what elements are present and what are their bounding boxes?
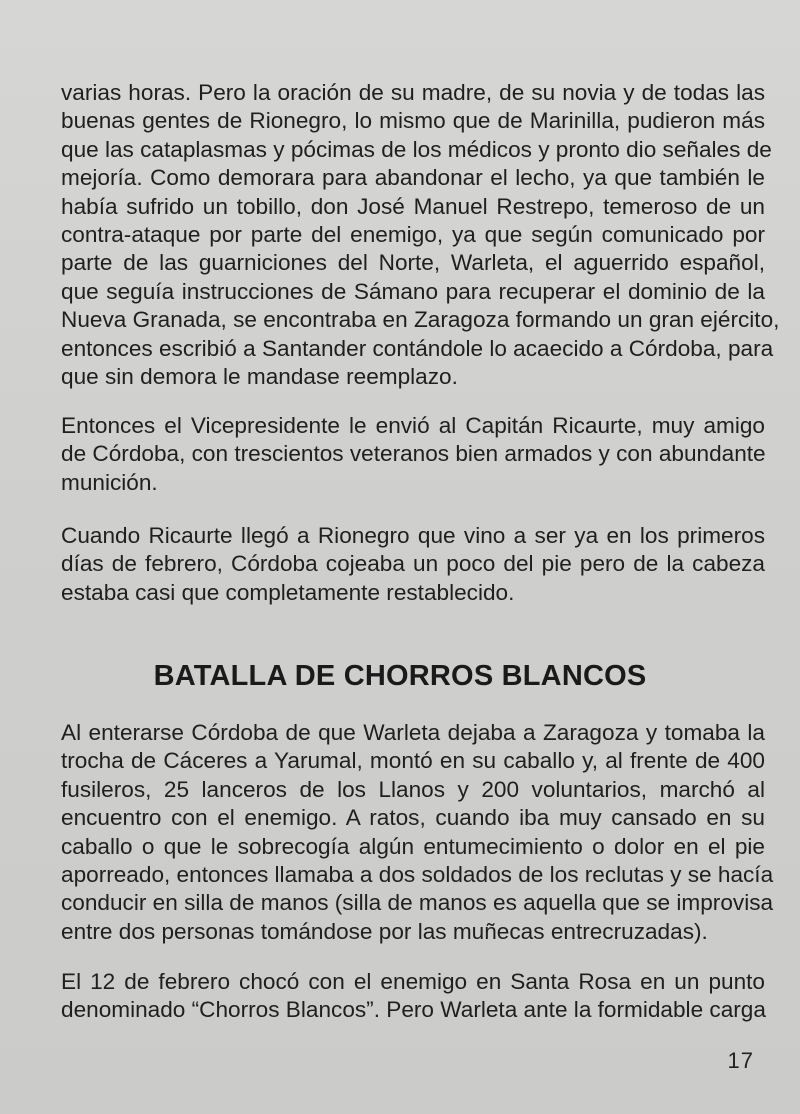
- text-line: entonces escribió a Santander contándole lo acaecido a Córdoba, para: [61, 335, 774, 361]
- text-line: El 12 de febrero chocó con el enemigo en Santa Rosa en un punto: [61, 969, 765, 994]
- paragraph-2: [61, 412, 765, 497]
- text-line: aporreado, entonces llamaba a dos soldados de los reclutas y se hacía: [61, 861, 774, 887]
- text-line: parte de las guarniciones del Norte, Warleta, el aguerrido español,: [61, 250, 765, 276]
- text-line: caballo o que le sobrecogía algún entumecimiento o dolor en el pie: [61, 833, 765, 859]
- page-number: 17: [727, 1048, 754, 1073]
- text-line: estaba casi que completamente restablecido.: [61, 579, 515, 605]
- text-line: Entonces el Vicepresidente le envió al Capitán Ricaurte, muy amigo: [61, 413, 765, 438]
- paragraph-3: [61, 522, 765, 607]
- text-line: fusileros, 25 lanceros de los Llanos y 200 voluntarios, marchó al: [61, 776, 765, 802]
- text-line: había sufrido un tobillo, don José Manuel Restrepo, temeroso de un: [61, 193, 765, 219]
- paragraph-4: [61, 719, 774, 946]
- text-line: que seguía instrucciones de Sámano para recuperar el dominio de la: [61, 278, 765, 304]
- text-line: mejoría. Como demorara para abandonar el lecho, ya que también le: [61, 165, 765, 191]
- section-heading: BATALLA DE CHORROS BLANCOS: [153, 660, 647, 692]
- text-line: trocha de Cáceres a Yarumal, montó en su caballo y, al frente de 400: [61, 748, 765, 774]
- text-line: encuentro con el enemigo. A ratos, cuando iba muy cansado en su: [61, 805, 765, 831]
- text-line: contra-ataque por parte del enemigo, ya que según comunicado por: [61, 221, 765, 247]
- paragraph-5: [61, 968, 765, 1025]
- text-line: entre dos personas tomándose por las muñecas entrecruzadas).: [61, 918, 708, 944]
- text-line: que las cataplasmas y pócimas de los médicos y pronto dio señales de: [61, 136, 772, 162]
- text-line: buenas gentes de Rionegro, lo mismo que de Marinilla, pudieron más: [61, 108, 765, 134]
- text-line: Cuando Ricaurte llegó a Rionegro que vino a ser ya en los primeros: [61, 523, 765, 548]
- text-line: denominado “Chorros Blancos”. Pero Warleta ante la formidable carga: [61, 997, 766, 1023]
- paragraph-1: [61, 79, 780, 391]
- text-line: de Córdoba, con trescientos veteranos bien armados y con abundante: [61, 441, 766, 467]
- text-line: días de febrero, Córdoba cojeaba un poco del pie pero de la cabeza: [61, 551, 765, 577]
- text-line: varias horas. Pero la oración de su madre, de su novia y de todas las: [61, 80, 765, 105]
- text-line: munición.: [61, 469, 158, 495]
- text-line: que sin demora le mandase reemplazo.: [61, 363, 458, 389]
- text-line: Al enterarse Córdoba de que Warleta dejaba a Zaragoza y tomaba la: [61, 720, 765, 745]
- text-line: Nueva Granada, se encontraba en Zaragoza formando un gran ejército,: [61, 307, 780, 333]
- text-line: conducir en silla de manos (silla de manos es aquella que se improvisa: [61, 890, 774, 916]
